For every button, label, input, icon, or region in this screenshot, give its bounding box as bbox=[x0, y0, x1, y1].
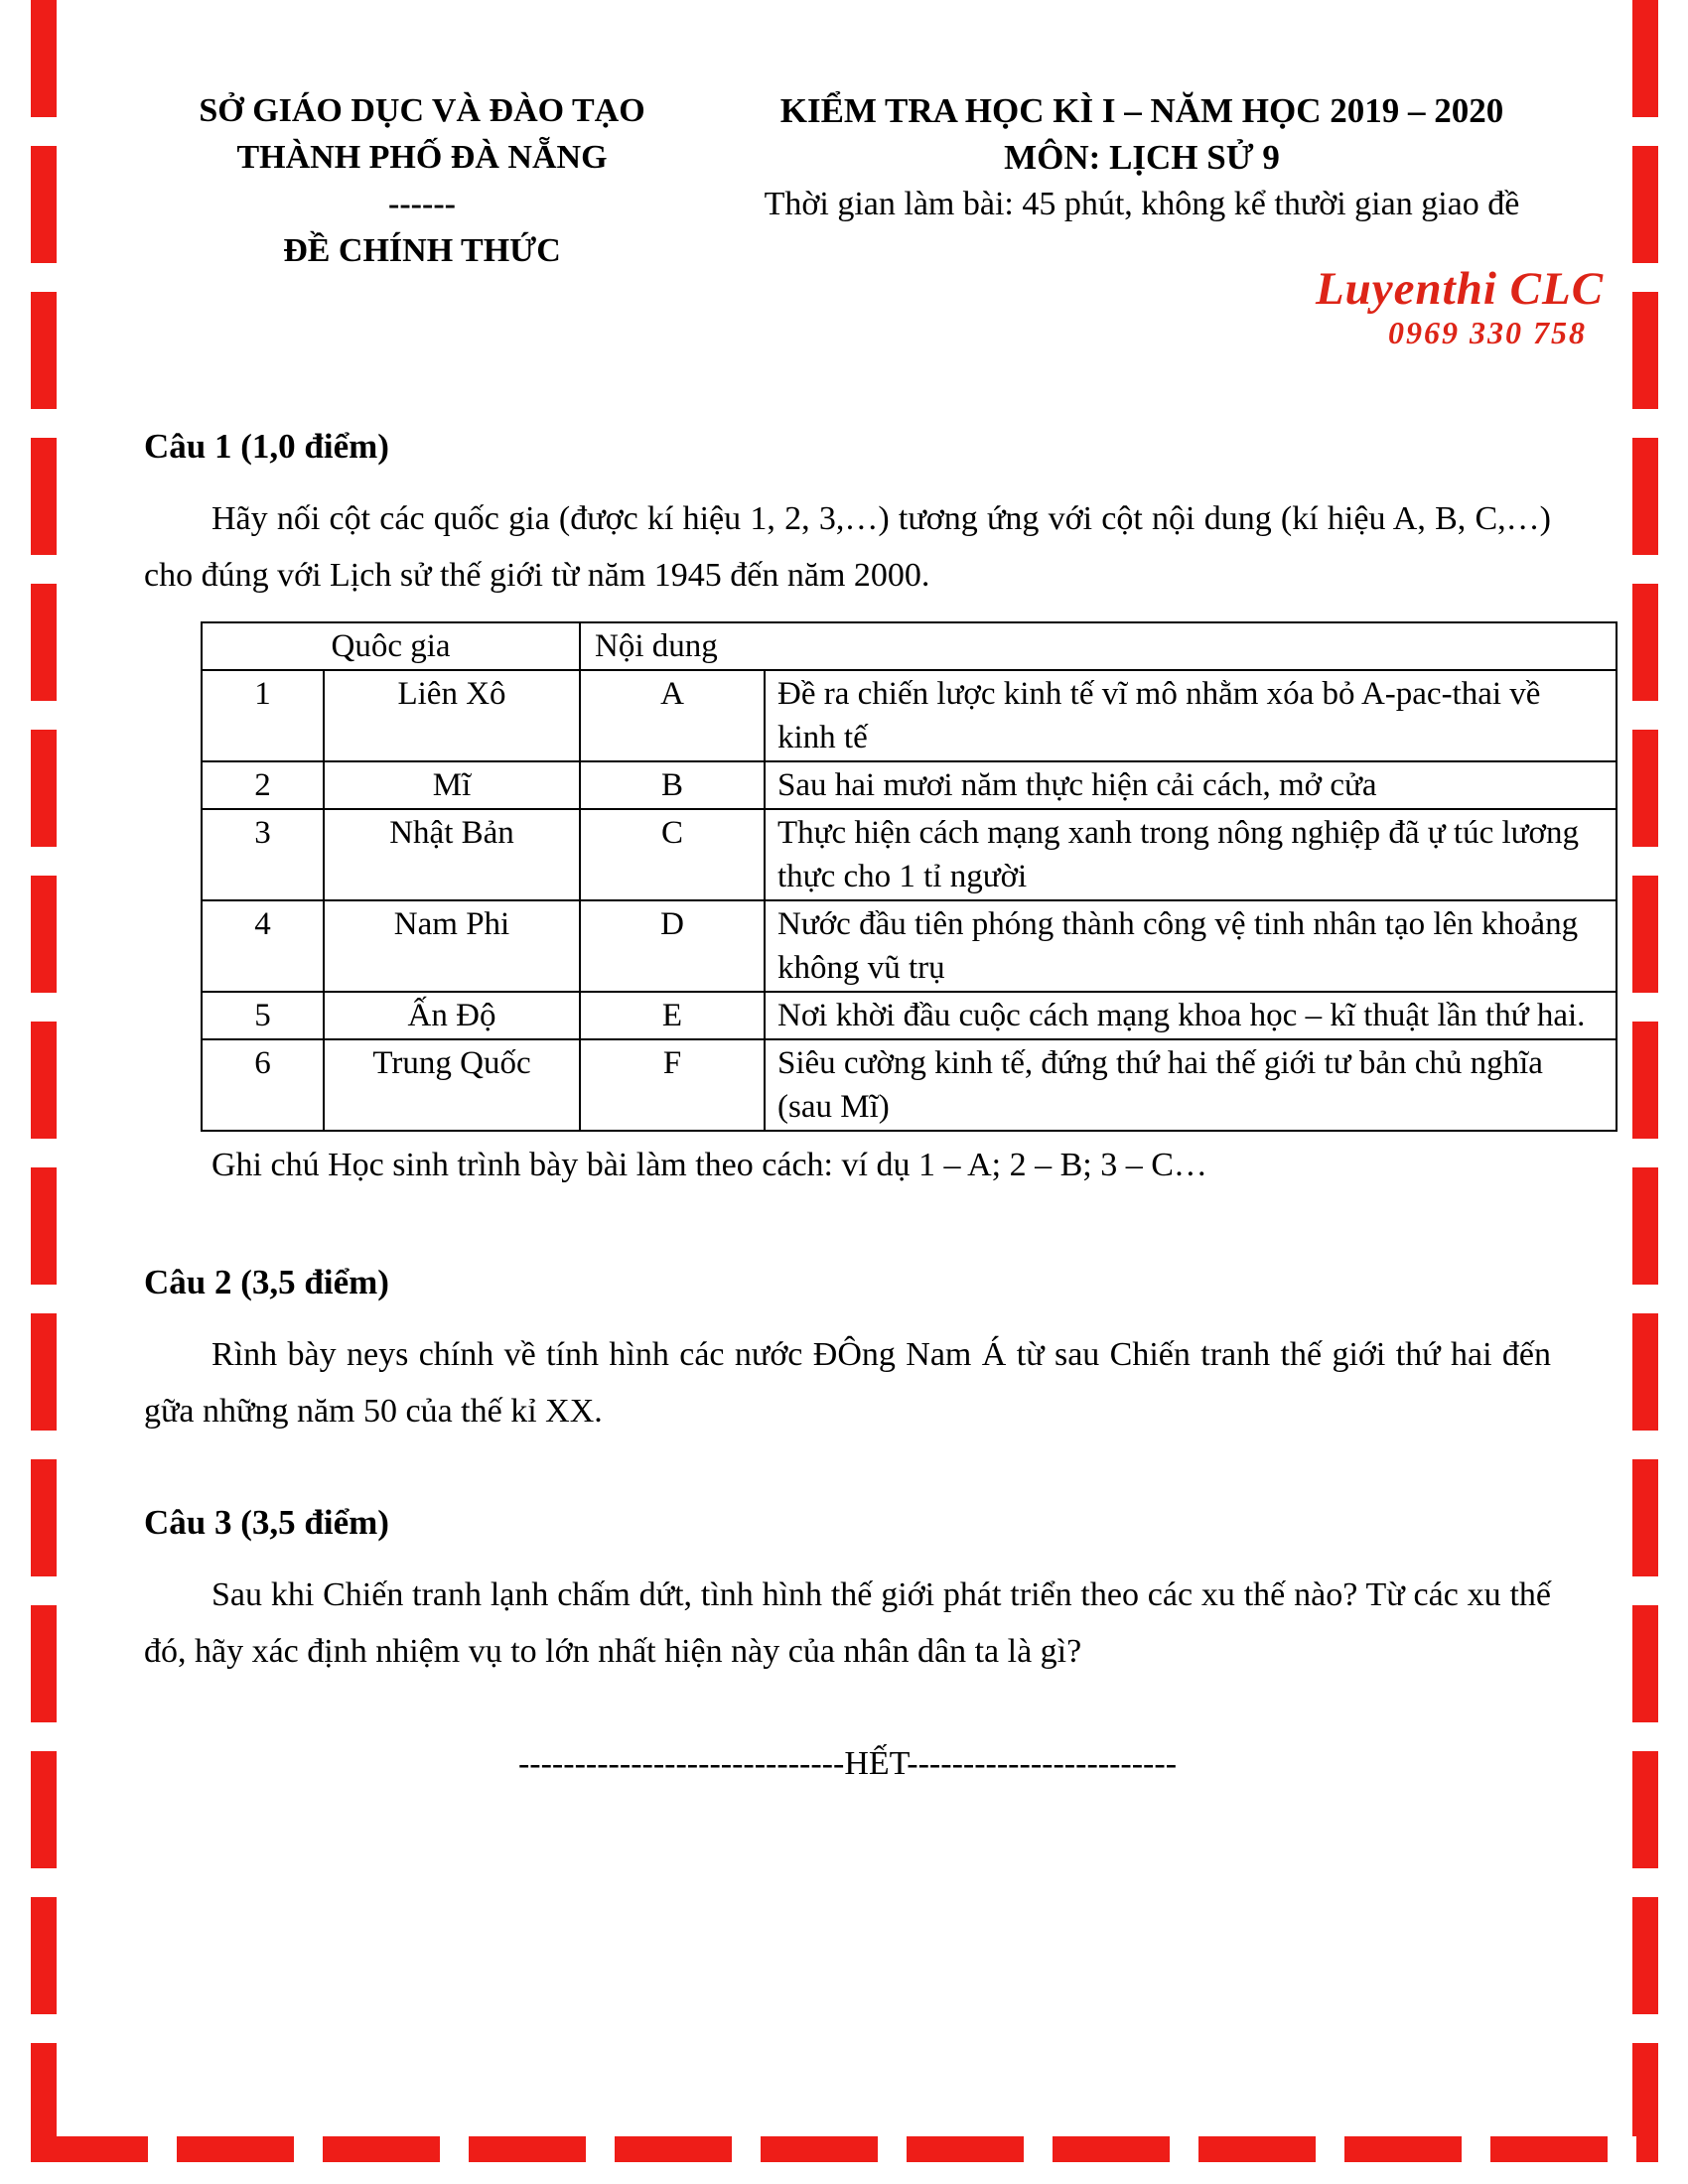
row-number: 6 bbox=[202, 1039, 324, 1131]
row-number: 4 bbox=[202, 900, 324, 992]
row-content: Sau hai mươi năm thực hiện cải cách, mở cửa bbox=[765, 761, 1617, 809]
row-number: 3 bbox=[202, 809, 324, 900]
question1-note: Ghi chú Học sinh trình bày bài làm theo cách: ví dụ 1 – A; 2 – B; 3 – C… bbox=[211, 1147, 1207, 1183]
matching-table bbox=[201, 621, 1618, 1132]
row-country: Liên Xô bbox=[324, 670, 580, 761]
issuer-separator: ------ bbox=[388, 186, 456, 222]
table-row bbox=[202, 992, 1617, 1039]
column-header-country: Quôc gia bbox=[202, 622, 580, 670]
row-number: 2 bbox=[202, 761, 324, 809]
row-number: 1 bbox=[202, 670, 324, 761]
question1-title: Câu 1 (1,0 điểm) bbox=[144, 427, 389, 466]
table-header-row bbox=[202, 622, 1617, 670]
exam-duration: Thời gian làm bài: 45 phút, không kể thười gian giao đề bbox=[764, 186, 1520, 222]
issuer-department: SỞ GIÁO DỤC VÀ ĐÀO TẠO bbox=[199, 92, 645, 129]
question2-text: Rình bày neys chính về tính hình các nước ĐÔng Nam Á từ sau Chiến tranh thế giới thứ hai đến gữa những năm 50 của thế kỉ XX. bbox=[144, 1336, 1551, 1430]
row-letter: C bbox=[580, 809, 765, 900]
header-issuer-block bbox=[164, 87, 680, 274]
issuer-city: THÀNH PHỐ ĐÀ NẴNG bbox=[236, 139, 608, 176]
row-country: Mĩ bbox=[324, 761, 580, 809]
table-row bbox=[202, 1039, 1617, 1131]
question2-title: Câu 2 (3,5 điểm) bbox=[144, 1263, 389, 1301]
question3-text: Sau khi Chiến tranh lạnh chấm dứt, tình hình thế giới phát triển theo các xu thế nào? Từ các xu thế đó, hãy xác định nhiệm vụ to lớn nhất hiện này của nhân dân ta là gì? bbox=[144, 1576, 1551, 1670]
row-letter: F bbox=[580, 1039, 765, 1131]
row-content: Siêu cường kinh tế, đứng thứ hai thế giới tư bản chủ nghĩa (sau Mĩ) bbox=[765, 1039, 1617, 1131]
red-dashed-border-bottom bbox=[31, 2136, 1658, 2162]
row-country: Trung Quốc bbox=[324, 1039, 580, 1131]
exam-title: KIỂM TRA HỌC KÌ I – NĂM HỌC 2019 – 2020 bbox=[779, 91, 1504, 130]
row-content: Nước đầu tiên phóng thành công vệ tinh nhân tạo lên khoảng không vũ trụ bbox=[765, 900, 1617, 992]
question1-intro: Hãy nối cột các quốc gia (được kí hiệu 1, 2, 3,…) tương ứng với cột nội dung (kí hiệu A, B, C,…) cho đúng với Lịch sử thế giới từ năm 1945 đến năm 2000. bbox=[144, 500, 1551, 594]
exam-type-label: ĐỀ CHÍNH THỨC bbox=[283, 232, 561, 269]
column-header-content: Nội dung bbox=[580, 622, 1617, 670]
row-country: Nhật Bản bbox=[324, 809, 580, 900]
row-letter: E bbox=[580, 992, 765, 1039]
row-content: Thực hiện cách mạng xanh trong nông nghiệp đã ự túc lương thực cho 1 tỉ người bbox=[765, 809, 1617, 900]
logo-phone-number: 0969 330 758 bbox=[1388, 315, 1587, 350]
end-of-exam-marker: -----------------------------HẾT------------------------ bbox=[517, 1745, 1178, 1782]
row-number: 5 bbox=[202, 992, 324, 1039]
row-country: Nam Phi bbox=[324, 900, 580, 992]
row-country: Ấn Độ bbox=[324, 992, 580, 1039]
exam-subject: MÔN: LỊCH SỬ 9 bbox=[1004, 138, 1280, 177]
header-exam-block bbox=[685, 87, 1599, 227]
row-content: Đề ra chiến lược kinh tế vĩ mô nhằm xóa bỏ A-pac-thai về kinh tế bbox=[765, 670, 1617, 761]
table-row bbox=[202, 809, 1617, 900]
row-letter: D bbox=[580, 900, 765, 992]
exam-body bbox=[0, 427, 1688, 1818]
row-content: Nơi khời đầu cuộc cách mạng khoa học – kĩ thuật lần thứ hai. bbox=[765, 992, 1617, 1039]
table-row bbox=[202, 900, 1617, 992]
table-row bbox=[202, 670, 1617, 761]
row-letter: A bbox=[580, 670, 765, 761]
logo-name-text: Luyenthi CLC bbox=[1315, 263, 1605, 315]
row-letter: B bbox=[580, 761, 765, 809]
luyenthi-clc-logo bbox=[1291, 263, 1628, 350]
table-row bbox=[202, 761, 1617, 809]
question3-title: Câu 3 (3,5 điểm) bbox=[144, 1503, 389, 1542]
